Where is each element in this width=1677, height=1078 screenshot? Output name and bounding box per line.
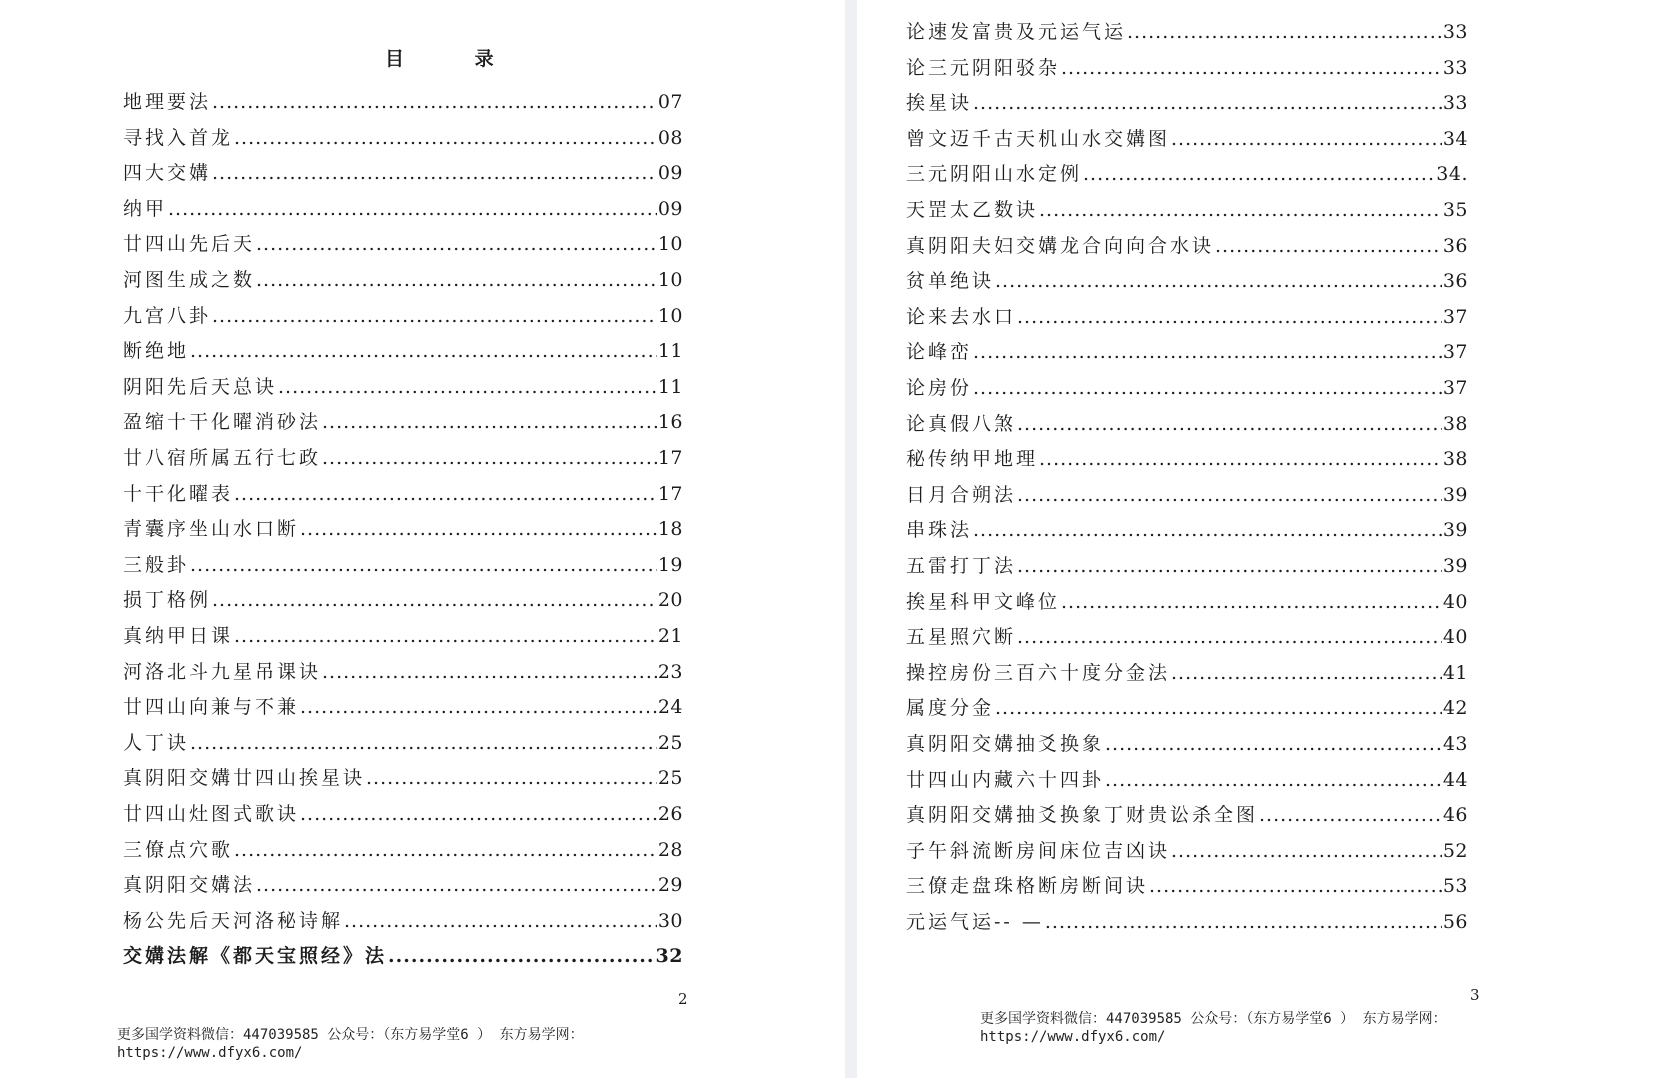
toc-entry-page: 17	[657, 482, 683, 505]
dot-leader	[256, 229, 657, 259]
dot-leader	[234, 835, 657, 865]
toc-entry-page: 09	[657, 197, 683, 220]
dot-leader	[1149, 871, 1442, 901]
dot-leader	[973, 88, 1442, 118]
toc-entry-title: 元运气运-- —	[906, 911, 1044, 933]
toc-entry	[123, 372, 683, 402]
toc-entry-page: 37	[1442, 305, 1468, 328]
toc-entry	[906, 231, 1468, 261]
dot-leader	[1127, 17, 1442, 47]
toc-entry-page: 10	[657, 304, 683, 327]
toc-entry	[123, 870, 683, 900]
toc-entry-title: 断绝地	[123, 340, 190, 363]
toc-entry-page: 46	[1442, 804, 1468, 827]
toc-entry-page: 43	[1442, 733, 1468, 755]
toc-entry-page: 09	[657, 162, 683, 185]
toc-entry-title: 三般卦	[123, 553, 190, 576]
toc-entry-page: 18	[657, 518, 683, 541]
toc-entry	[123, 479, 683, 509]
toc-entry-title: 日月合朔法	[906, 483, 1017, 506]
toc-entry	[123, 443, 683, 473]
dot-leader	[1017, 480, 1442, 510]
dot-leader	[1171, 658, 1442, 688]
toc-entry-title: 十干化曜表	[123, 482, 234, 505]
toc-entry-page: 38	[1442, 448, 1468, 471]
toc-entry	[906, 17, 1468, 47]
toc-entry-page: 30	[657, 909, 683, 932]
toc-entry	[906, 266, 1468, 296]
toc-entry	[906, 551, 1468, 581]
toc-entry-title: 阴阳先后天总诀	[123, 375, 278, 398]
toc-entry	[123, 692, 683, 722]
dot-leader	[1105, 765, 1442, 795]
toc-entry	[123, 657, 683, 687]
footer-url: https://www.dfyx6.com/	[980, 1029, 1166, 1045]
toc-entry	[906, 53, 1468, 83]
dot-leader	[300, 692, 657, 722]
toc-entry-page: 10	[657, 269, 683, 291]
toc-entry-page: 36	[1442, 270, 1468, 293]
dot-leader	[168, 194, 657, 224]
toc-entry-title: 五星照穴断	[906, 626, 1017, 649]
toc-entry-title: 盈缩十干化曜消砂法	[123, 411, 322, 434]
dot-leader	[995, 266, 1442, 296]
toc-entry-page: 11	[657, 375, 683, 398]
toc-entry	[123, 123, 683, 153]
toc-entry	[906, 159, 1468, 189]
dot-leader	[256, 870, 657, 900]
toc-entry	[123, 301, 683, 331]
footer	[980, 1010, 1447, 1046]
toc-entry-page: 21	[657, 625, 683, 647]
toc-entry	[906, 337, 1468, 367]
toc-entry	[123, 158, 683, 188]
toc-entry-page: 42	[1442, 697, 1468, 720]
dot-leader	[190, 550, 657, 580]
footer-text: 更多国学资料微信：447039585 公众号：（东方易学堂6 ） 东方易学网：	[117, 1027, 584, 1043]
toc-entry-title: 三僚走盘珠格断房断间诀	[906, 875, 1149, 898]
toc-entry-title: 秘传纳甲地理	[906, 448, 1039, 471]
dot-leader	[212, 158, 657, 188]
toc-entry	[123, 621, 683, 651]
toc-entry-page: 19	[657, 553, 683, 576]
toc-entry-page: 16	[657, 411, 683, 434]
dot-leader	[1017, 622, 1442, 652]
toc-entry	[123, 514, 683, 544]
toc-entry-page: 33	[1442, 21, 1468, 43]
dot-leader	[1171, 124, 1442, 154]
toc-entry-page: 32	[655, 945, 683, 968]
toc-entry	[123, 799, 683, 829]
toc-entry	[906, 195, 1468, 225]
toc-entry	[906, 836, 1468, 866]
toc-entry	[906, 515, 1468, 545]
toc-entry-page: 37	[1442, 341, 1468, 364]
toc-entry	[123, 585, 683, 615]
dot-leader	[322, 657, 657, 687]
toc-entry	[906, 729, 1468, 759]
toc-entry-page: 11	[657, 340, 683, 363]
toc-entry-title: 廿四山灶图式歌诀	[123, 803, 300, 825]
toc-entry-page: 23	[657, 660, 683, 683]
dot-leader	[366, 763, 657, 793]
toc-entry-title: 曾文迈千古天机山水交媾图	[906, 127, 1171, 150]
dot-leader	[212, 301, 657, 331]
toc-entry-title: 九宫八卦	[123, 304, 212, 327]
footer	[117, 1026, 584, 1062]
toc-entry	[123, 194, 683, 224]
dot-leader	[190, 728, 657, 758]
toc-entry-page: 38	[1442, 412, 1468, 435]
toc-entry-page: 25	[657, 731, 683, 754]
toc-entry-title: 论三元阴阳驳杂	[906, 56, 1061, 79]
toc-entry	[123, 87, 683, 117]
dot-leader	[973, 373, 1442, 403]
dot-leader	[1045, 907, 1442, 937]
toc-entry-title: 操控房份三百六十度分金法	[906, 661, 1171, 684]
dot-leader	[1083, 159, 1435, 189]
toc-entry-page: 34.	[1436, 163, 1468, 186]
toc-entry-title: 子午斜流断房间床位吉凶诀	[906, 839, 1171, 862]
toc-entry	[123, 229, 683, 259]
dot-leader	[1039, 444, 1442, 474]
toc-entry-title: 交媾法解《都天宝照经》法	[123, 945, 388, 968]
dot-leader	[1017, 409, 1442, 439]
toc-entry-page: 34	[1442, 127, 1468, 150]
toc-entry-title: 青囊序坐山水口断	[123, 518, 300, 541]
toc-entry-page: 53	[1442, 875, 1468, 898]
toc-entry-title: 廿八宿所属五行七政	[123, 447, 322, 469]
toc-entry-title: 真阴阳夫妇交媾龙合向向合水诀	[906, 234, 1215, 257]
dot-leader	[344, 906, 657, 936]
toc-entry-title: 廿四山向兼与不兼	[123, 696, 300, 719]
toc-entry-page: 29	[657, 874, 683, 897]
dot-leader	[1171, 836, 1442, 866]
toc-entry	[906, 409, 1468, 439]
toc-entry-title: 三僚点穴歌	[123, 838, 234, 861]
toc-entry-title: 廿四山内藏六十四卦	[906, 768, 1105, 791]
toc-entry-title: 真阴阳交媾廿四山挨星诀	[123, 767, 366, 790]
dot-leader	[234, 479, 657, 509]
toc-entry	[906, 658, 1468, 688]
toc-entry-page: 36	[1442, 234, 1468, 257]
toc-entry-page: 26	[657, 803, 683, 825]
toc-entry	[123, 265, 683, 295]
toc-entry-page: 52	[1442, 839, 1468, 862]
toc-entry-title: 纳甲	[123, 197, 168, 220]
toc-entry-title: 挨星科甲文峰位	[906, 590, 1061, 613]
toc-entry-title: 寻找入首龙	[123, 126, 234, 149]
dot-leader	[388, 941, 655, 971]
dot-leader	[1061, 53, 1442, 83]
toc-entry	[123, 835, 683, 865]
dot-leader	[973, 337, 1442, 367]
toc-entry-page: 40	[1442, 626, 1468, 649]
toc-entry-page: 10	[657, 233, 683, 256]
toc-entry-title: 河图生成之数	[123, 269, 256, 291]
dot-leader	[1017, 551, 1442, 581]
toc-entry-page: 37	[1442, 377, 1468, 399]
toc-entry-title: 三元阴阳山水定例	[906, 163, 1083, 186]
dot-leader	[256, 265, 657, 295]
toc-entry-title: 人丁诀	[123, 731, 190, 754]
dot-leader	[300, 799, 657, 829]
toc-entry-title: 属度分金	[906, 697, 995, 720]
dot-leader	[322, 443, 657, 473]
footer-text: 更多国学资料微信：447039585 公众号：（东方易学堂6 ） 东方易学网：	[980, 1011, 1447, 1027]
right-toc-list	[857, 0, 1677, 1078]
toc-entry-page: 56	[1442, 911, 1468, 933]
dot-leader	[1039, 195, 1442, 225]
toc-entry	[906, 871, 1468, 901]
right-page	[857, 0, 1677, 1078]
toc-entry	[906, 373, 1468, 403]
toc-entry-page: 41	[1442, 661, 1468, 684]
toc-entry	[906, 124, 1468, 154]
toc-entry-title: 真纳甲日课	[123, 625, 234, 647]
toc-entry-title: 串珠法	[906, 519, 973, 542]
dot-leader	[1105, 729, 1442, 759]
toc-entry	[123, 550, 683, 580]
dot-leader	[234, 123, 657, 153]
toc-entry	[123, 941, 683, 971]
dot-leader	[1061, 587, 1442, 617]
toc-entry-title: 天罡太乙数诀	[906, 199, 1039, 221]
toc-entry-page: 39	[1442, 519, 1468, 542]
toc-entry-page: 39	[1442, 555, 1468, 577]
toc-entry-page: 35	[1442, 199, 1468, 221]
toc-entry	[123, 763, 683, 793]
toc-entry-title: 真阴阳交媾抽爻换象丁财贵讼杀全图	[906, 804, 1259, 827]
page-number: 2	[678, 990, 688, 1008]
dot-leader	[190, 336, 657, 366]
toc-entry-page: 33	[1442, 56, 1468, 79]
dot-leader	[278, 372, 657, 402]
toc-entry-title: 论速发富贵及元运气运	[906, 21, 1127, 43]
toc-entry-title: 论峰峦	[906, 341, 973, 364]
dot-leader	[300, 514, 657, 544]
toc-title: 目 录	[385, 48, 526, 70]
toc-entry-page: 28	[657, 838, 683, 861]
toc-entry-title: 廿四山先后天	[123, 233, 256, 256]
toc-entry	[906, 302, 1468, 332]
toc-entry-title: 论来去水口	[906, 305, 1017, 328]
toc-entry-page: 17	[657, 447, 683, 469]
toc-entry	[906, 444, 1468, 474]
toc-entry-title: 损丁格例	[123, 589, 212, 612]
toc-entry-title: 四大交媾	[123, 162, 212, 185]
toc-entry	[906, 693, 1468, 723]
toc-entry	[123, 906, 683, 936]
dot-leader	[995, 693, 1442, 723]
toc-entry-title: 五雷打丁法	[906, 555, 1017, 577]
toc-entry-title: 杨公先后天河洛秘诗解	[123, 909, 344, 932]
toc-entry-title: 论房份	[906, 377, 973, 399]
toc-entry-page: 33	[1442, 92, 1468, 115]
dot-leader	[212, 87, 657, 117]
footer-url: https://www.dfyx6.com/	[117, 1045, 303, 1061]
toc-entry	[906, 587, 1468, 617]
toc-entry-page: 39	[1442, 483, 1468, 506]
toc-entry-page: 24	[657, 696, 683, 719]
toc-entry	[906, 907, 1468, 937]
toc-entry	[906, 765, 1468, 795]
toc-entry-page: 08	[657, 126, 683, 149]
toc-entry-title: 真阴阳交媾抽爻换象	[906, 733, 1105, 755]
toc-entry-title: 真阴阳交媾法	[123, 874, 256, 897]
dot-leader	[212, 585, 657, 615]
toc-entry	[123, 728, 683, 758]
dot-leader	[973, 515, 1442, 545]
dot-leader	[234, 621, 657, 651]
toc-entry	[123, 407, 683, 437]
toc-entry-page: 25	[657, 767, 683, 790]
dot-leader	[1017, 302, 1442, 332]
dot-leader	[1215, 231, 1442, 261]
toc-entry-page: 07	[657, 91, 683, 113]
dot-leader	[322, 407, 657, 437]
toc-entry-title: 河洛北斗九星吊课诀	[123, 660, 322, 683]
toc-entry-title: 论真假八煞	[906, 412, 1017, 435]
toc-entry-page: 44	[1442, 768, 1468, 791]
toc-entry-title: 地理要法	[123, 91, 212, 113]
toc-entry	[906, 800, 1468, 830]
toc-entry	[123, 336, 683, 366]
toc-entry-title: 挨星诀	[906, 92, 973, 115]
page-number: 3	[1470, 986, 1480, 1004]
toc-entry	[906, 88, 1468, 118]
toc-entry-page: 20	[657, 589, 683, 612]
dot-leader	[1259, 800, 1442, 830]
toc-entry-page: 40	[1442, 590, 1468, 613]
toc-entry-title: 贫单绝诀	[906, 270, 995, 293]
toc-entry	[906, 480, 1468, 510]
toc-entry	[906, 622, 1468, 652]
